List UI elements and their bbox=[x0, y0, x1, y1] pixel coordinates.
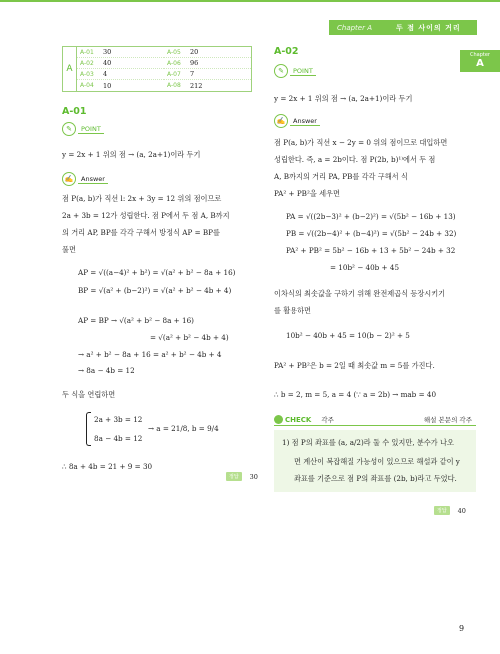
answer-ref bbox=[434, 506, 466, 515]
answer-badge bbox=[274, 114, 320, 128]
answer-val: 212 bbox=[190, 81, 203, 90]
answer-val: 40 bbox=[103, 59, 112, 67]
answer-table-letter: A bbox=[63, 47, 77, 91]
answer-cell bbox=[77, 58, 164, 69]
answer-val: 10 bbox=[103, 81, 112, 90]
answer-column bbox=[164, 47, 251, 91]
answer-cell bbox=[164, 58, 251, 69]
answer-line: A, B까지의 거리 PA, PB를 각각 구해서 식 bbox=[274, 172, 408, 181]
answer-val: 7 bbox=[190, 70, 195, 78]
side-tab-small: Chapter bbox=[470, 52, 490, 58]
answer-badge bbox=[62, 172, 108, 186]
chapter-side-tab bbox=[460, 50, 500, 72]
answer-ref-tag: 정답 bbox=[226, 472, 242, 481]
answer-label: Answer bbox=[78, 175, 108, 184]
paragraph-line: 를 활용하면 bbox=[274, 306, 312, 315]
answer-ref-tag: 정답 bbox=[434, 506, 450, 515]
check-line: 좌표를 기준으로 점 P의 좌표를 (2b, b)라고 두었다. bbox=[294, 474, 457, 483]
equation-expand: → a² + b² − 8a + 16 = a² + b² − 4b + 4 bbox=[78, 350, 222, 359]
answer-num: A-04 bbox=[80, 82, 94, 89]
answer-cell bbox=[164, 47, 251, 58]
check-line: 1) 점 P의 좌표를 (a, a/2)라 둘 수 있지만, 분수가 나오 bbox=[282, 438, 454, 447]
final-answer: ∴ b = 2, m = 5, a = 4 (∵ a = 2b) → mab = 40 bbox=[274, 390, 437, 399]
check-box bbox=[274, 430, 476, 492]
equation-sum-simplified: = 10b² − 40b + 45 bbox=[330, 263, 400, 272]
answer-line: 점 P(a, b)가 직선 x − 2y = 0 위의 점이므로 대입하면 bbox=[274, 138, 448, 147]
answer-num: A-07 bbox=[167, 70, 181, 78]
answer-num: A-05 bbox=[167, 48, 181, 56]
header-rule bbox=[0, 0, 500, 2]
answer-line: 풀면 bbox=[62, 245, 76, 254]
answer-cell bbox=[77, 69, 164, 80]
system-result: → a = 21/8, b = 9/4 bbox=[148, 424, 219, 433]
answer-val: 96 bbox=[190, 59, 199, 67]
answer-num: A-02 bbox=[80, 59, 94, 67]
check-icon bbox=[274, 415, 283, 424]
answer-num: A-06 bbox=[167, 59, 181, 67]
check-header bbox=[274, 414, 476, 426]
equation-sum: PA² + PB² = 5b² − 16b + 13 + 5b² − 24b + 32 bbox=[286, 246, 456, 255]
answer-line: 성립한다. 즉, a = 2b이다. 점 P(2b, b)¹⁾에서 두 점 bbox=[274, 155, 436, 164]
answer-ref-value: 30 bbox=[249, 472, 258, 481]
answer-cell bbox=[77, 80, 164, 91]
check-logo bbox=[274, 415, 311, 424]
answer-val: 20 bbox=[190, 48, 199, 56]
check-right: 해설 본문의 각주 bbox=[423, 416, 472, 424]
answer-val: 30 bbox=[103, 48, 112, 56]
check-sub: 각주 bbox=[321, 416, 334, 424]
lightbulb-icon: ✎ bbox=[62, 122, 76, 136]
point-text: y = 2x + 1 위의 점 → (a, 2a+1)이라 두기 bbox=[62, 150, 201, 159]
answer-cell bbox=[77, 47, 164, 58]
equation-pb: PB = √((2b−4)² + (b−4)²) = √(5b² − 24b + 32) bbox=[286, 229, 457, 238]
answer-num: A-01 bbox=[80, 48, 94, 56]
answer-table bbox=[62, 46, 252, 92]
answer-ref-value: 40 bbox=[457, 506, 466, 515]
paragraph-line: 이차식의 최솟값을 구하기 위해 완전제곱식 등장시키기 bbox=[274, 289, 446, 298]
answer-val: 4 bbox=[103, 70, 108, 78]
chapter-label: Chapter A bbox=[337, 23, 372, 32]
pencil-icon: ✍ bbox=[62, 172, 76, 186]
equation-equal: AP = BP → √(a² + b² − 8a + 16) bbox=[78, 316, 194, 325]
answer-column bbox=[77, 47, 164, 91]
answer-ref bbox=[226, 472, 258, 481]
pencil-icon: ✍ bbox=[274, 114, 288, 128]
side-tab-letter: A bbox=[476, 58, 484, 69]
answer-line: 점 P(a, b)가 직선 l: 2x + 3y = 12 위의 점이므로 bbox=[62, 194, 222, 203]
answer-num: A-03 bbox=[80, 70, 94, 78]
point-label: POINT bbox=[290, 67, 316, 76]
solve-text: 두 식을 연립하면 bbox=[62, 390, 116, 399]
equation-bp: BP = √(a² + (b−2)²) = √(a² + b² − 4b + 4) bbox=[78, 286, 232, 295]
system-eq1: 2a + 3b = 12 bbox=[94, 415, 143, 424]
equation-complete-square: 10b² − 40b + 45 = 10(b − 2)² + 5 bbox=[286, 331, 410, 340]
answer-line: 의 거리 AP, BP를 각각 구해서 방정식 AP = BP를 bbox=[62, 228, 220, 237]
answer-cell bbox=[164, 69, 251, 80]
problem-id-a01: A-01 bbox=[62, 106, 87, 117]
equation-pa: PA = √((2b−3)² + (b−2)²) = √(5b² − 16b + 13) bbox=[286, 212, 456, 221]
check-label: CHECK bbox=[285, 415, 312, 424]
answer-line: 2a + 3b = 12가 성립한다. 점 P에서 두 점 A, B까지 bbox=[62, 211, 230, 220]
point-label: POINT bbox=[78, 125, 104, 134]
system-eq2: 8a − 4b = 12 bbox=[94, 434, 143, 443]
answer-num: A-08 bbox=[167, 82, 181, 89]
page-number: 9 bbox=[459, 624, 465, 633]
point-badge bbox=[62, 122, 104, 136]
chapter-header bbox=[329, 20, 477, 35]
lightbulb-icon: ✎ bbox=[274, 64, 288, 78]
problem-id-a02: A-02 bbox=[274, 46, 299, 57]
system-brace bbox=[86, 412, 91, 446]
answer-line: PA² + PB²을 세우면 bbox=[274, 189, 340, 198]
final-answer: ∴ 8a + 4b = 21 + 9 = 30 bbox=[62, 462, 153, 471]
point-badge bbox=[274, 64, 316, 78]
chapter-title: 두 점 사이의 거리 bbox=[396, 23, 461, 32]
equation-equal-rhs: = √(a² + b² − 4b + 4) bbox=[150, 333, 229, 342]
answer-label: Answer bbox=[290, 117, 320, 126]
paragraph-line: PA² + PB²은 b = 2일 때 최솟값 m = 5를 가진다. bbox=[274, 361, 435, 370]
point-text: y = 2x + 1 위의 점 → (a, 2a+1)이라 두기 bbox=[274, 94, 413, 103]
check-line: 면 계산이 복잡해질 가능성이 있으므로 해설과 같이 y bbox=[294, 457, 460, 466]
answer-cell bbox=[164, 80, 251, 91]
equation-ap: AP = √((a−4)² + b²) = √(a² + b² − 8a + 16) bbox=[78, 268, 236, 277]
equation-simplify: → 8a − 4b = 12 bbox=[78, 366, 135, 375]
